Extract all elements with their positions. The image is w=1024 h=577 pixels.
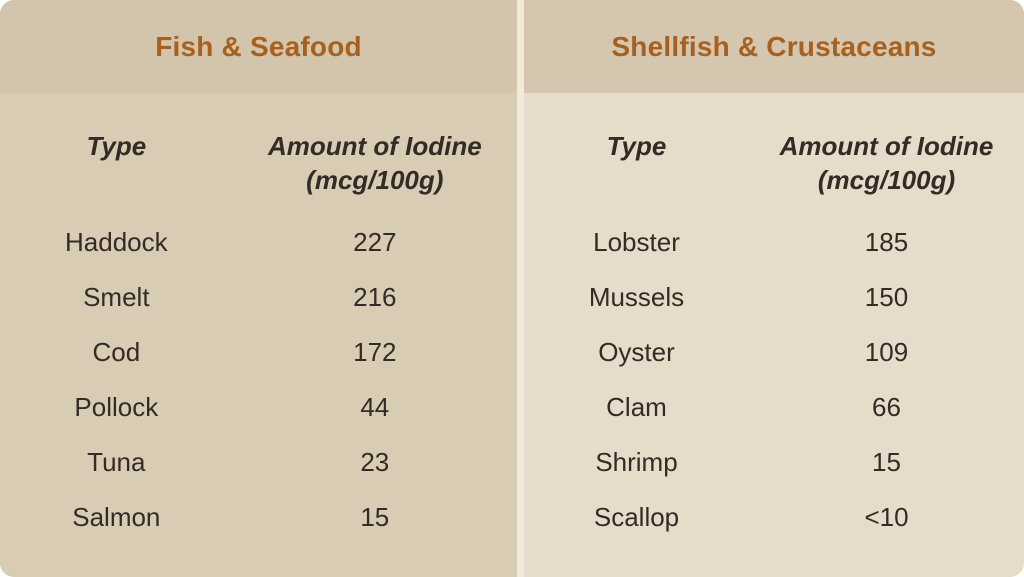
amount-label: Amount of Iodine — [779, 131, 994, 161]
cell-type: Pollock — [74, 392, 159, 422]
panel-fish-header — [0, 0, 517, 93]
panel-title: Shellfish & Crustaceans — [611, 30, 937, 62]
panel-shellfish-body — [524, 93, 1024, 577]
cell-type: Cod — [92, 337, 141, 367]
cell-type: Shrimp — [595, 447, 678, 477]
table-row — [0, 435, 517, 490]
panel-divider — [517, 0, 524, 577]
cell-amount: 185 — [864, 227, 909, 257]
cell-amount: 66 — [872, 392, 901, 422]
table-row — [0, 270, 517, 325]
table-row — [524, 490, 1024, 545]
table-row — [0, 325, 517, 380]
panel-fish-body — [0, 93, 517, 577]
panel-shellfish-header — [524, 0, 1024, 93]
cell-amount: 23 — [360, 447, 390, 477]
cell-amount: 15 — [360, 502, 390, 532]
amount-unit-label: (mcg/100g) — [306, 165, 444, 195]
cell-type: Haddock — [65, 227, 168, 257]
cell-amount: 15 — [872, 447, 901, 477]
table-row — [524, 270, 1024, 325]
cell-amount: 150 — [864, 282, 909, 312]
column-headers — [524, 129, 1024, 197]
column-header-type: Type — [86, 131, 147, 161]
cell-type: Clam — [606, 392, 667, 422]
column-header-amount — [749, 129, 1024, 197]
amount-label: Amount of Iodine — [267, 131, 482, 161]
cell-type: Lobster — [593, 227, 680, 257]
cell-amount: 44 — [360, 392, 390, 422]
cell-amount: 109 — [864, 337, 909, 367]
cell-type: Tuna — [87, 447, 146, 477]
cell-amount: 216 — [353, 282, 397, 312]
table-row — [0, 215, 517, 270]
cell-amount: 227 — [353, 227, 397, 257]
column-headers — [0, 129, 517, 197]
cell-amount: <10 — [864, 502, 909, 532]
cell-type: Salmon — [72, 502, 161, 532]
table-row — [0, 490, 517, 545]
column-header-type: Type — [606, 131, 667, 161]
cell-type: Oyster — [598, 337, 675, 367]
column-header-amount — [233, 129, 517, 197]
panel-title: Fish & Seafood — [155, 30, 362, 62]
cell-type: Scallop — [593, 502, 680, 532]
cell-amount: 172 — [353, 337, 397, 367]
panel-shellfish-crustaceans — [524, 0, 1024, 577]
cell-type: Mussels — [588, 282, 685, 312]
table-row — [524, 215, 1024, 270]
table-row — [524, 325, 1024, 380]
table-row — [524, 380, 1024, 435]
table-row — [0, 380, 517, 435]
table-row — [524, 435, 1024, 490]
amount-unit-label: (mcg/100g) — [817, 165, 956, 195]
cell-type: Smelt — [83, 282, 150, 312]
